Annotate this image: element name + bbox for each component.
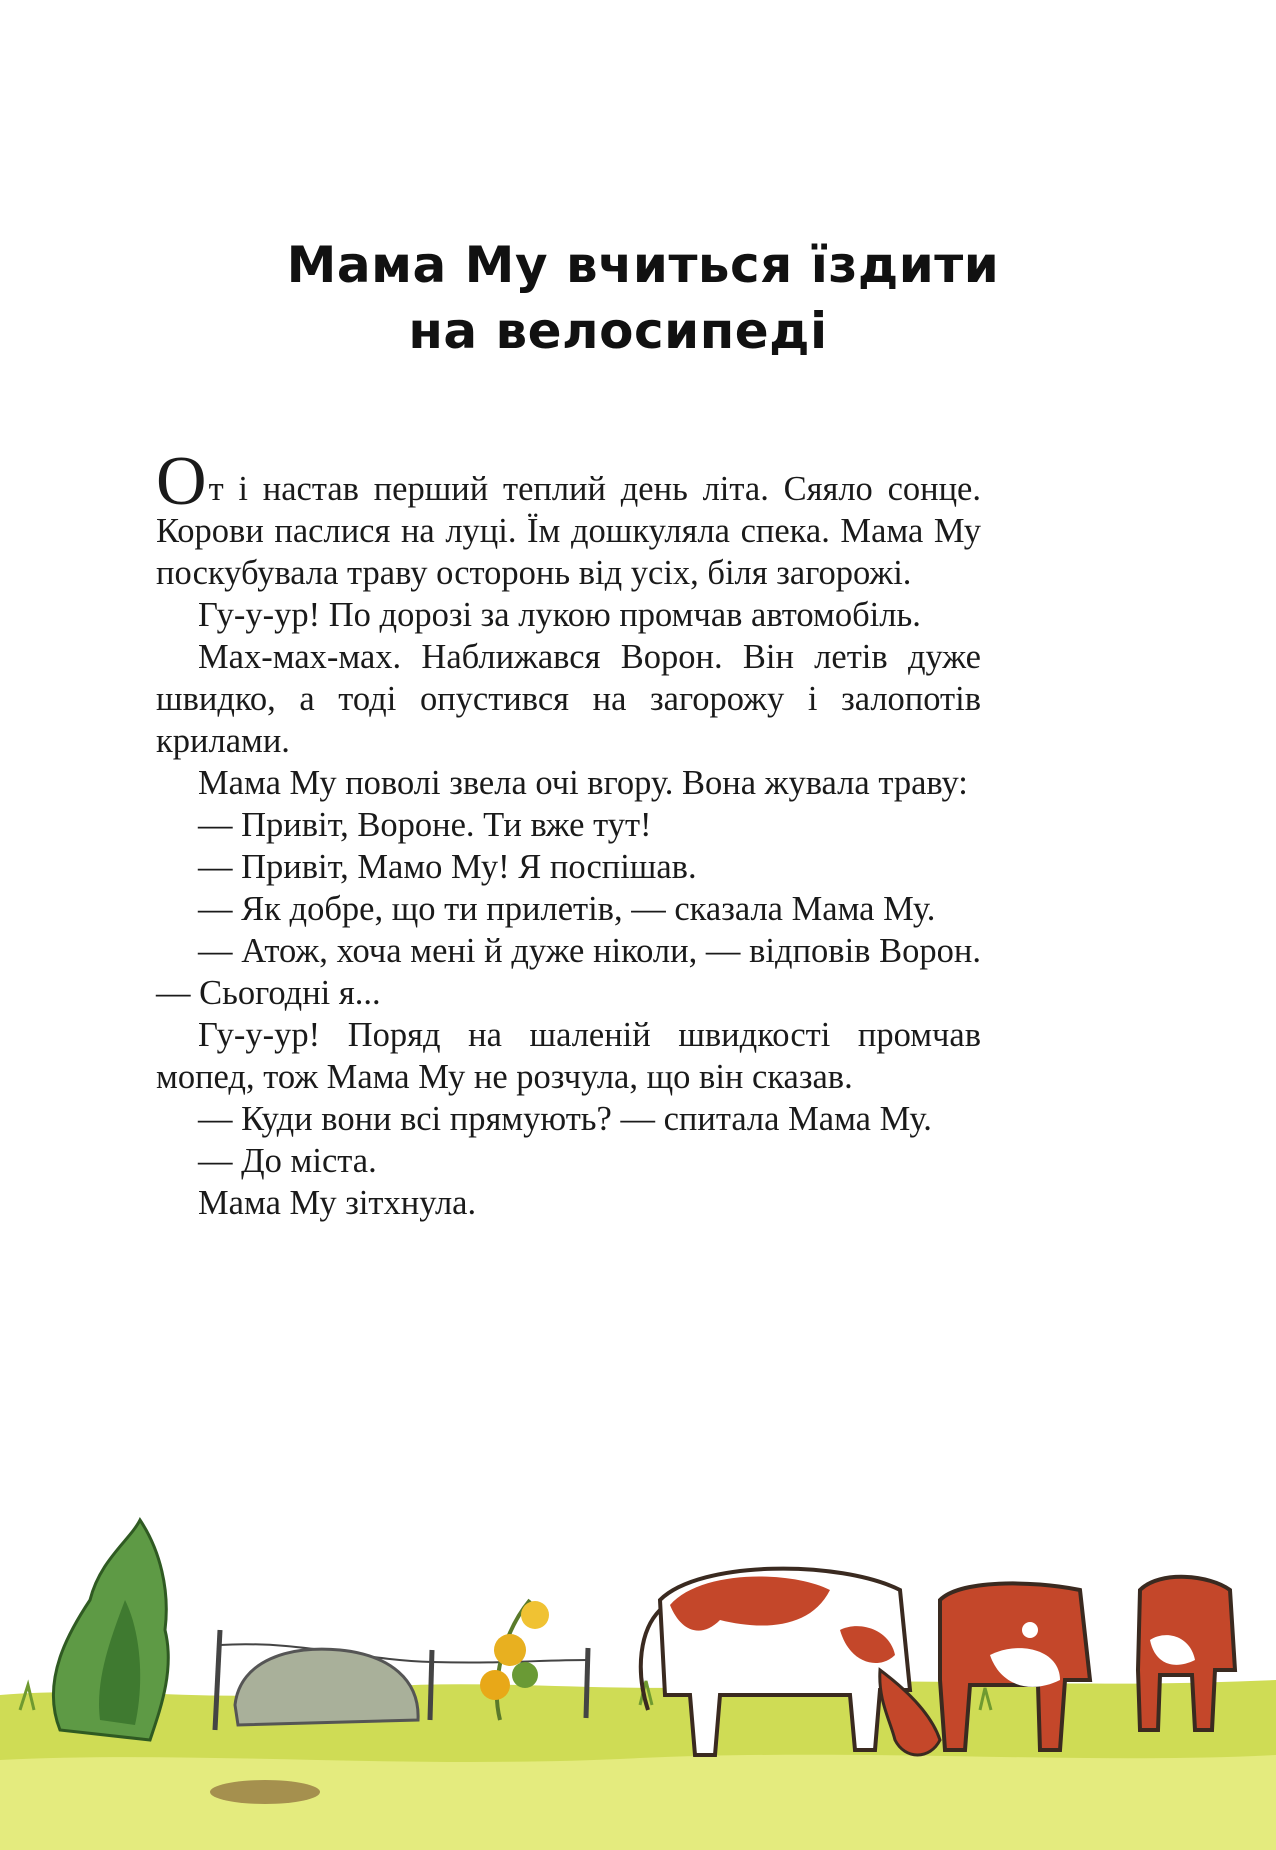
- meadow-illustration: [0, 1480, 1276, 1850]
- dialogue-line: — До міста.: [198, 1142, 377, 1180]
- dialogue-line: — Привіт, Вороне. Ти вже тут!: [198, 806, 652, 844]
- chapter-title-line-2: на велосипеді: [408, 302, 828, 360]
- dialogue-line: — Привіт, Мамо Му! Я поспішав.: [198, 848, 697, 886]
- puddle: [210, 1780, 320, 1804]
- paragraph: Гу-у-ур! По дорозі за лукою промчав автомобіль.: [198, 596, 921, 634]
- paragraph: Мах-мах-мах. Наближався Ворон. Він летів дуже швидко, а тоді опустився на загорожу і залопотів крилами.: [156, 638, 981, 760]
- paragraph-text: т і настав перший теплий день літа. Сяяло сонце. Корови паслися на луці. Їм дошкуляла спека. Мама Му поскубувала траву осторонь від усіх, біля загорожі.: [156, 470, 981, 592]
- paragraph: Мама Му зітхнула.: [198, 1184, 477, 1222]
- dialogue-line: — Атож, хоча мені й дуже ніколи, — відповів Ворон. — Сьогодні я...: [156, 932, 981, 1012]
- meadow-ground-light: [0, 1755, 1276, 1850]
- dialogue-line: — Куди вони всі прямують? — спитала Мама Му.: [198, 1100, 932, 1138]
- paragraph: Гу-у-ур! Поряд на шаленій швидкості промчав мопед, тож Мама Му не розчула, що він сказав.: [156, 1016, 981, 1096]
- chapter-title: [0, 232, 1276, 364]
- dialogue-line: — Як добре, що ти прилетів, — сказала Мама Му.: [198, 890, 936, 928]
- chapter-title-line-1: Мама Му вчиться їздити: [286, 236, 1000, 294]
- rock: [235, 1649, 418, 1725]
- paragraph: [156, 443, 981, 594]
- drop-cap: О: [156, 443, 207, 520]
- story-text: [156, 443, 981, 1224]
- paragraph: Мама Му поволі звела очі вгору. Вона жувала траву:: [198, 764, 968, 802]
